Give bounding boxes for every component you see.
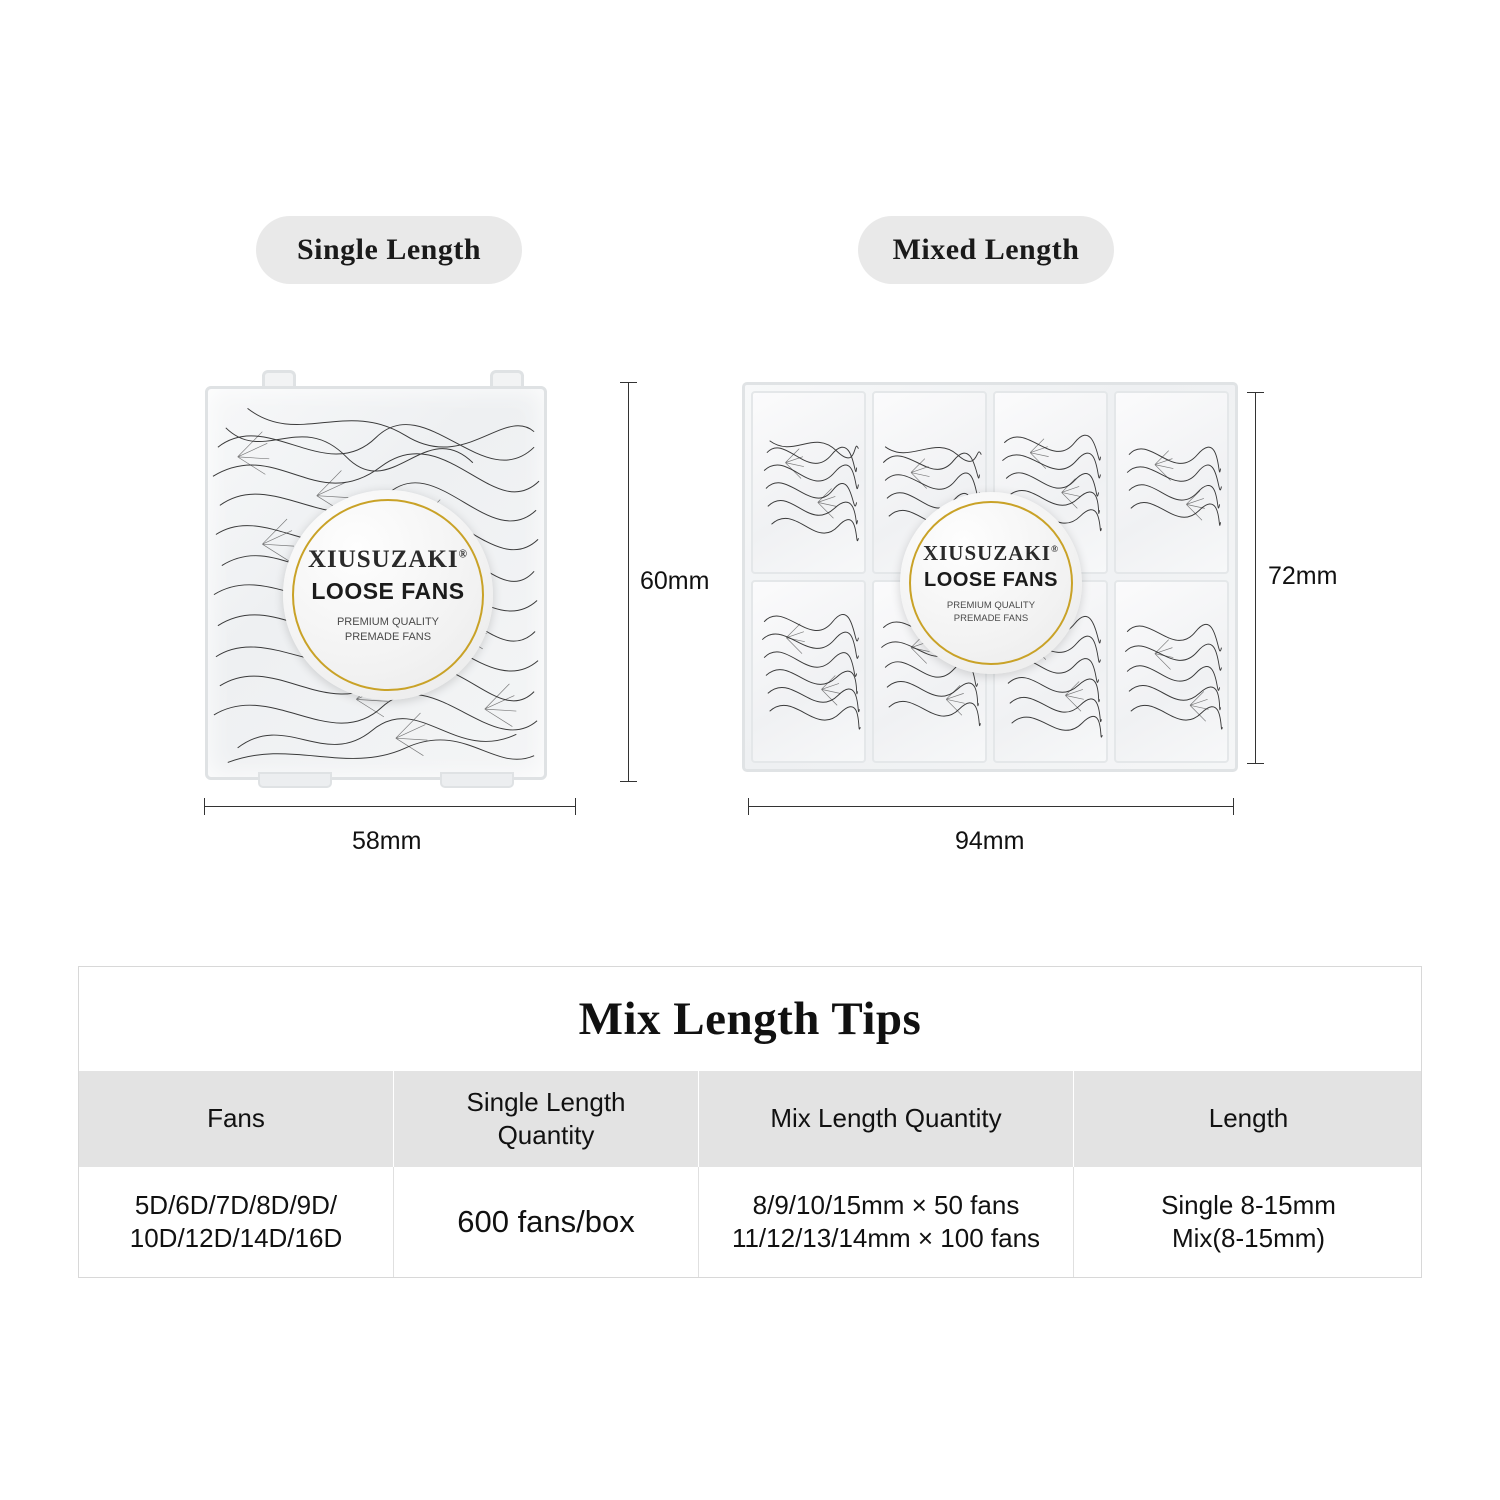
table-header-mix-length-quantity: Mix Length Quantity [699,1071,1074,1167]
product-name-single: LOOSE FANS [311,577,465,604]
mix-length-tips-table [78,966,1422,1278]
lash-fans-cell [1116,393,1227,572]
brand-label-mixed [900,492,1082,674]
single-width-dimension-line [204,806,576,807]
tray-cell [1114,391,1229,574]
badge-mixed-length [858,216,1114,284]
single-height-dimension-label: 60mm [640,567,710,595]
label-sub-line2-single: PREMADE FANS [344,630,432,643]
table-header-single-line1: Single Length [466,1086,626,1117]
table-header-single-line2: Quantity [497,1120,595,1150]
table-header-single-length-quantity [394,1071,699,1167]
tray-cell [751,391,866,574]
single-height-dimension-line [628,382,629,782]
mixed-width-dimension-line [748,806,1234,807]
cell-mix-quantity-line1: 8/9/10/15mm × 50 fans [752,1189,1020,1220]
table-header-row [79,1071,1421,1167]
table-header-fans: Fans [79,1071,394,1167]
case-foot-right [440,772,514,788]
brand-name-mixed: XIUSUZAKI® [922,540,1060,565]
case-foot-left [258,772,332,788]
label-sub-line1-single: PREMIUM QUALITY [336,615,440,628]
brand-label-single [283,490,493,700]
brand-name-single: XIUSUZAKI® [307,545,469,573]
table-title: Mix Length Tips [578,993,922,1045]
cell-mix-quantity [699,1167,1074,1277]
mixed-width-dimension-label: 94mm [955,827,1025,855]
lash-fans-cell [753,582,864,761]
cell-length [1074,1167,1423,1277]
registered-mark-icon: ® [1050,544,1060,555]
cell-mix-quantity-line2: 11/12/13/14mm × 100 fans [731,1223,1041,1253]
mixed-height-dimension-line [1255,392,1256,764]
mixed-height-dimension-label: 72mm [1268,562,1338,590]
cell-fans-line2: 10D/12D/14D/16D [129,1223,343,1253]
cell-fans [79,1167,394,1277]
cell-fans-line1: 5D/6D/7D/8D/9D/ [134,1189,338,1220]
product-name-mixed: LOOSE FANS [924,568,1058,591]
lash-fans-cell [753,393,864,572]
table-header-length: Length [1208,1103,1289,1134]
label-sub-line2-mixed: PREMADE FANS [953,612,1029,624]
badge-mixed-length-label: Mixed Length [892,233,1080,266]
lash-fans-cell [1116,582,1227,761]
single-width-dimension-label: 58mm [352,827,422,855]
tray-cell [751,580,866,763]
tray-cell [1114,580,1229,763]
registered-mark-icon: ® [458,548,469,561]
badge-single-length-label: Single Length [296,233,482,266]
cell-length-line1: Single 8-15mm [1161,1189,1336,1220]
label-sub-line1-mixed: PREMIUM QUALITY [946,599,1036,611]
cell-single-quantity: 600 fans/box [394,1167,699,1277]
cell-length-line2: Mix(8-15mm) [1171,1223,1326,1253]
badge-single-length [256,216,522,284]
table-row [79,1167,1421,1277]
